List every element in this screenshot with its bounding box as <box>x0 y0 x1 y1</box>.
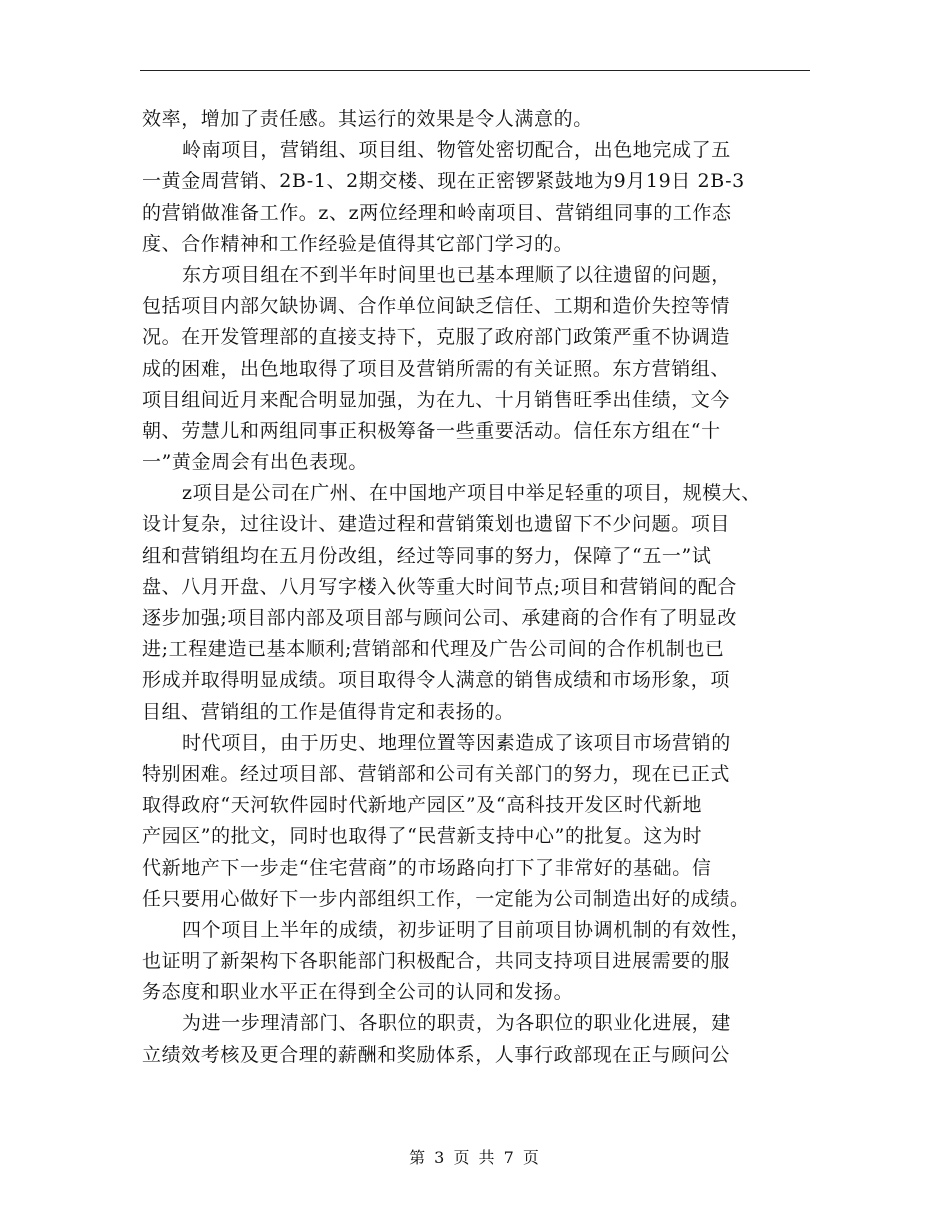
text-line: 时代项目，由于历史、地理位置等因素造成了该项目市场营销的 <box>182 731 731 754</box>
text-line: 任只要用心做好下一步内部组织工作，一定能为公司制造出好的成绩。 <box>142 887 750 910</box>
header-rule <box>140 70 810 71</box>
text-line: 形成并取得明显成绩。项目取得令人满意的销售成绩和市场形象，项 <box>142 669 731 692</box>
text-line: 成的困难，出色地取得了项目及营销所需的有关证照。东方营销组、 <box>142 357 731 380</box>
text-line: 特别困难。经过项目部、营销部和公司有关部门的努力，现在已正式 <box>142 762 731 785</box>
body-text <box>142 104 832 1071</box>
text-line: 也证明了新架构下各职能部门积极配合，共同支持项目进展需要的服 <box>142 950 731 973</box>
text-line: 四个项目上半年的成绩，初步证明了目前项目协调机制的有效性， <box>182 918 751 941</box>
text-line: 组和营销组均在五月份改组，经过等同事的努力，保障了“五一”试 <box>142 544 712 567</box>
text-line: 设计复杂，过往设计、建造过程和营销策划也遗留下不少问题。项目 <box>142 513 731 536</box>
text-line: 务态度和职业水平正在得到全公司的认同和发扬。 <box>142 981 574 1004</box>
text-line: 为进一步理清部门、各职位的职责，为各职位的职业化进展，建 <box>182 1012 731 1035</box>
text-line: 包括项目内部欠缺协调、合作单位间缺乏信任、工期和造价失控等情 <box>142 295 731 318</box>
text-line: 进;工程建造已基本顺利;营销部和代理及广告公司间的合作机制也已 <box>142 638 725 661</box>
text-line: 盘、八月开盘、八月写字楼入伙等重大时间节点;项目和营销间的配合 <box>142 575 738 598</box>
page-footer: 第 3 页 共 7 页 <box>409 1148 541 1167</box>
text-line: 况。在开发管理部的直接支持下，克服了政府部门政策严重不协调造 <box>142 326 731 349</box>
text-line: 岭南项目，营销组、项目组、物管处密切配合，出色地完成了五 <box>182 139 731 162</box>
text-line: 一黄金周营销、2B-1、2期交楼、现在正密锣紧鼓地为9月19日 2B-3 <box>142 170 745 193</box>
text-line: 项目组间近月来配合明显加强，为在九、十月销售旺季出佳绩，文今 <box>142 388 731 411</box>
text-line: 朝、劳慧儿和两组同事正积极筹备一些重要活动。信任东方组在“十 <box>142 419 721 442</box>
text-line: 一”黄金周会有出色表现。 <box>142 451 368 474</box>
text-line: 取得政府“天河软件园时代新地产园区”及“高科技开发区时代新地 <box>142 794 703 817</box>
text-line: 目组、营销组的工作是值得肯定和表扬的。 <box>142 700 515 723</box>
text-line: 的营销做准备工作。z、z两位经理和岭南项目、营销组同事的工作态 <box>142 201 732 224</box>
text-line: 度、合作精神和工作经验是值得其它部门学习的。 <box>142 232 574 255</box>
text-line: 立绩效考核及更合理的薪酬和奖励体系，人事行政部现在正与顾问公 <box>142 1043 731 1066</box>
text-line: 代新地产下一步走“住宅营商”的市场路向打下了非常好的基础。信 <box>142 856 712 879</box>
text-line: 效率，增加了责任感。其运行的效果是令人满意的。 <box>142 108 593 130</box>
text-line: z项目是公司在广州、在中国地产项目中举足轻重的项目，规模大、 <box>182 482 762 505</box>
text-line: 产园区”的批文，同时也取得了“民营新支持中心”的批复。这为时 <box>142 825 703 848</box>
text-line: 逐步加强;项目部内部及项目部与顾问公司、承建商的合作有了明显改 <box>142 607 738 629</box>
text-line: 东方项目组在不到半年时间里也已基本理顺了以往遗留的问题， <box>182 263 731 286</box>
